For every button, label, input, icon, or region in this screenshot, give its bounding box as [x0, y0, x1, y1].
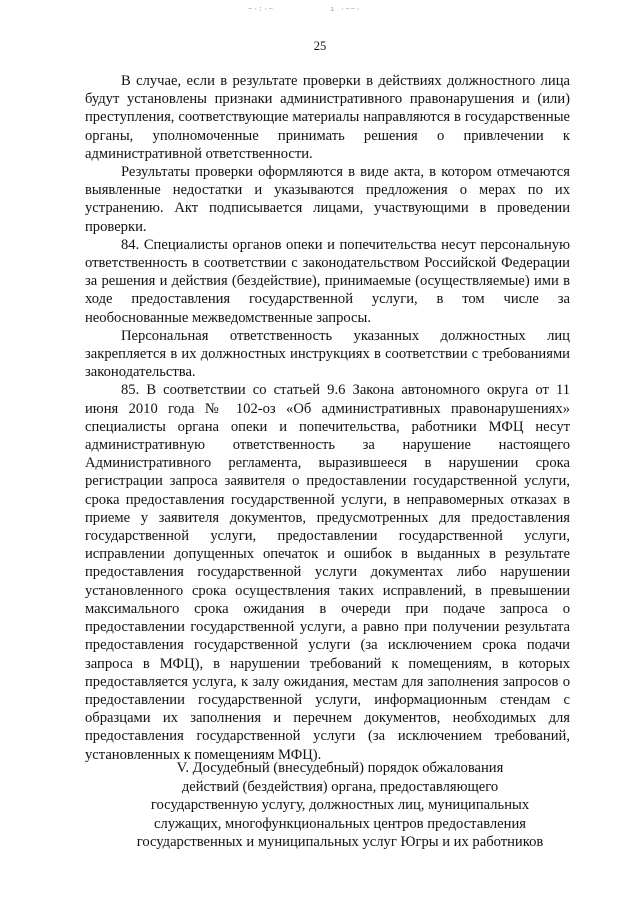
- paragraph: Персональная ответственность указанных должностных лиц закрепляется в их должностных инструкциях в соответствии с требованиями законодательства.: [85, 327, 570, 381]
- paragraph: 85. В соответствии со статьей 9.6 Закона автономного округа от 11 июня 2010 года № 102-оз «Об административных правонарушениях» специалисты органа опеки и попечительства, работники МФЦ несут административную ответственность за нарушение настоящего Административного регламента, выразившееся в нарушении срока регистрации запроса заявителя о предоставлении государственной услуги, срока предоставления государственной услуги, в неправомерных отказах в приеме у заявителя документов, предусмотренных для предоставления государственной услуги, предоставлении государственной услуги, исправлении допущенных опечаток и ошибок в выданных в результате предоставления государственной услуги документах либо нарушении установленного срока осуществления таких исправлений, в превышении максимального срока ожидания в очереди при подаче запроса о предоставлении государственной услуги, а равно при получении результата предоставления государственной услуги (за исключением срока подачи запроса в МФЦ), в нарушении требований к помещениям, в которых предоставляется услуга, к залу ожидания, местам для заполнения запросов о предоставлении государственной услуги, информационным стендам с образцами их заполнения и перечнем документов, необходимых для предоставления государственной услуги (за исключением требований, установленных к помещениям МФЦ).: [85, 382, 570, 763]
- page-number: 25: [313, 39, 327, 53]
- scan-artifact: ı ·~~·: [330, 6, 362, 14]
- paragraph: В случае, если в результате проверки в действиях должностного лица будут установлены признаки административного правонарушения и (или) преступления, соответствующие материалы направляются в государственные органы, уполномоченные принимать решения о привлечении к административной ответственности.: [85, 73, 570, 162]
- section-heading-line: служащих, многофункциональных центров предоставления: [153, 815, 526, 832]
- section-heading-line: государственных и муниципальных услуг Югры и их работников: [136, 834, 544, 851]
- scan-artifact: ~·:·~: [248, 6, 275, 14]
- section-heading: [110, 759, 570, 852]
- paragraph: Результаты проверки оформляются в виде акта, в котором отмечаются выявленные недостатки и указываются предложения о мерах по их устранению. Акт подписывается лицами, участвующими в проведении проверки.: [85, 164, 570, 235]
- paragraph: 84. Специалисты органов опеки и попечительства несут персональную ответственность в соответствии с законодательством Российской Федерации за решения и действия (бездействие), принимаемые (осуществляемые) ими в ходе предоставления государственной услуги, в том числе за необоснованные межведомственные запросы.: [85, 236, 570, 326]
- document-body: [85, 72, 570, 764]
- section-heading-line: действий (бездействия) органа, предоставляющего: [181, 778, 499, 795]
- section-heading-line: государственную услугу, должностных лиц, муниципальных: [150, 797, 530, 814]
- section-heading-line: V. Досудебный (внесудебный) порядок обжалования: [176, 760, 504, 776]
